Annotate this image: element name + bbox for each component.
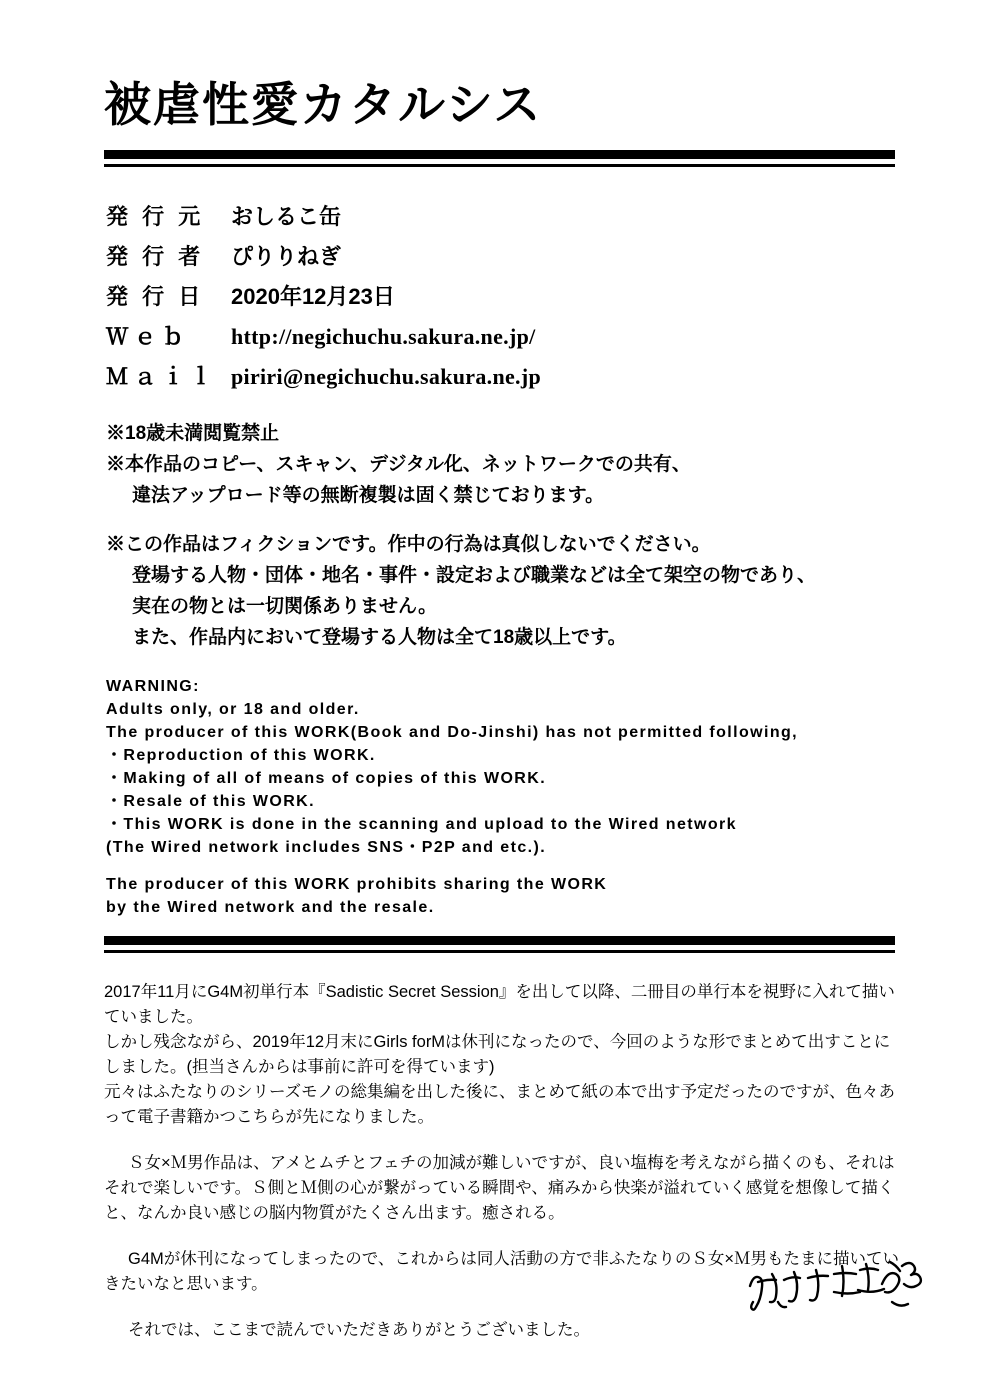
website-url[interactable]: http://negichuchu.sakura.ne.jp/ bbox=[231, 324, 536, 349]
divider-bottom-thin bbox=[104, 950, 895, 953]
page-title: 被虐性愛カタルシス bbox=[104, 78, 543, 131]
author-signature bbox=[742, 1258, 932, 1338]
afterword-paragraph: それでは、ここまで読んでいただきありがとうございました。 bbox=[128, 1321, 590, 1339]
notice-line: 登場する人物・団体・地名・事件・設定および職業などは全て架空の物であり、 bbox=[132, 565, 817, 586]
warning-line: The producer of this WORK(Book and Do-Jinshi) has not permitted following, bbox=[106, 724, 799, 741]
warning-line: by the Wired network and the resale. bbox=[106, 899, 435, 916]
warning-block bbox=[106, 675, 946, 919]
divider-bottom-thick bbox=[104, 936, 895, 945]
signature-icon bbox=[742, 1258, 932, 1338]
imprint-value: おしるこ缶 bbox=[231, 204, 342, 229]
warning-spacer bbox=[106, 859, 946, 873]
divider-top-thin bbox=[104, 164, 895, 167]
warning-line: Adults only, or 18 and older. bbox=[106, 701, 360, 718]
notice-line: また、作品内において登場する人物は全て18歳以上です。 bbox=[132, 627, 627, 648]
imprint-label-mail: Ｍａｉｌ bbox=[106, 364, 219, 389]
imprint-row bbox=[106, 240, 906, 271]
imprint-label: 発 行 元 bbox=[106, 204, 205, 229]
warning-line: ・Making of all of means of copies of this WORK. bbox=[106, 770, 547, 787]
notice-line: ※この作品はフィクションです。作中の行為は真似しないでください。 bbox=[106, 534, 711, 555]
imprint-row bbox=[106, 200, 906, 231]
imprint-row-web bbox=[106, 320, 906, 351]
afterword-paragraph: しかし残念ながら、2019年12月末にGirls forMは休刊になったので、今回のような形でまとめて出すことにしました。(担当さんからは事前に許可を得ています) bbox=[104, 1033, 891, 1076]
warning-line: The producer of this WORK prohibits sharing the WORK bbox=[106, 876, 608, 893]
imprint-row bbox=[106, 280, 906, 311]
imprint-label-web: Ｗｅｂ bbox=[106, 324, 191, 349]
warning-line: ・This WORK is done in the scanning and upload to the Wired network bbox=[106, 816, 737, 833]
notice-line: ※本作品のコピー、スキャン、デジタル化、ネットワークでの共有、 bbox=[106, 454, 691, 475]
afterword-paragraph: 2017年11月にG4M初単行本『Sadistic Secret Session』を出して以降、二冊目の単行本を視野に入れて描いていました。 bbox=[104, 983, 895, 1026]
imprint-value: 2020年12月23日 bbox=[231, 284, 395, 309]
imprint-row-mail bbox=[106, 360, 906, 391]
warning-heading: WARNING: bbox=[106, 678, 200, 695]
divider-top-thick bbox=[104, 150, 895, 159]
imprint-value: ぴりりねぎ bbox=[231, 244, 342, 269]
warning-line: (The Wired network includes SNS・P2P and etc.). bbox=[106, 839, 547, 856]
warning-line: ・Resale of this WORK. bbox=[106, 793, 315, 810]
afterword-paragraph: 元々はふたなりのシリーズモノの総集編を出した後に、まとめて紙の本で出す予定だったのですが、色々あって電子書籍かつこちらが先になりました。 bbox=[104, 1083, 896, 1126]
notices-block bbox=[106, 418, 946, 653]
notice-line: 違法アップロード等の無断複製は固く禁じております。 bbox=[132, 485, 605, 506]
imprint-label: 発 行 者 bbox=[106, 244, 205, 269]
warning-line: ・Reproduction of this WORK. bbox=[106, 747, 376, 764]
imprint-block bbox=[106, 200, 906, 400]
afterword-paragraph: Ｓ女×Ｍ男作品は、アメとムチとフェチの加減が難しいですが、良い塩梅を考えながら描くのも、それはそれで楽しいです。Ｓ側とＭ側の心が繋がっている瞬間や、痛みから快楽が溢れていく感覚を想像して描くと、なんか良い感じの脳内物質がたくさん出ます。癒される。 bbox=[104, 1154, 895, 1222]
notice-line: 実在の物とは一切関係ありません。 bbox=[132, 596, 438, 617]
afterword-paragraph: G4Mが休刊になってしまったので、これからは同人活動の方で非ふたなりのＳ女×Ｍ男もたまに描いていきたいなと思います。 bbox=[104, 1250, 900, 1293]
imprint-label: 発 行 日 bbox=[106, 284, 205, 309]
notice-spacer bbox=[106, 511, 946, 529]
notice-line: ※18歳未満閲覧禁止 bbox=[106, 423, 280, 444]
email-address[interactable]: piriri@negichuchu.sakura.ne.jp bbox=[231, 364, 542, 389]
